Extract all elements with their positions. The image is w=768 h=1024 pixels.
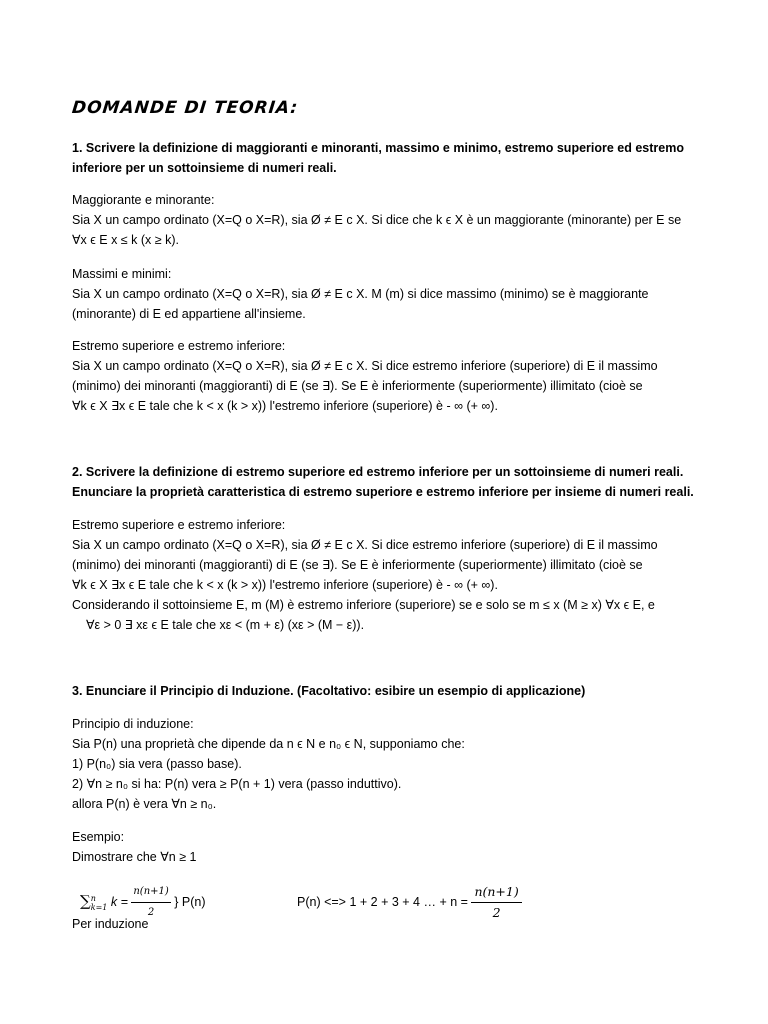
text-line: (minimo) dei minoranti (maggioranti) di E (se ∃). Se E è inferiormente (superiormente) illimitato (cioè se <box>72 558 643 572</box>
q1-massimi-block <box>72 264 712 324</box>
text-line: Maggiorante e minorante: <box>72 193 215 207</box>
fraction-numerator: n(n+1) <box>131 882 170 903</box>
text-line: Massimi e minimi: <box>72 267 172 281</box>
text-line: ∀k ϵ X ∃x ϵ E tale che k < x (k > x)) l'estremo inferiore (superiore) è - ∞ (+ ∞). <box>72 399 498 413</box>
sum-upper-limit: n <box>90 893 96 903</box>
text-line: (minimo) dei minoranti (maggioranti) di E (se ∃). Se E è inferiormente (superiormente) illimitato (cioè se <box>72 379 643 393</box>
text-line: Sia X un campo ordinato (X=Q o X=R), sia Ø ≠ E c X. Si dice estremo inferiore (superiore) di E il massimo <box>72 359 658 373</box>
text-line: Principio di induzione: <box>72 717 194 731</box>
question-2-heading <box>72 462 712 502</box>
text-line: Estremo superiore e estremo inferiore: <box>72 518 286 532</box>
text-line: ∀x ϵ E x ≤ k (x ≥ k). <box>72 233 179 247</box>
sum-lower-limit: k=1 <box>90 902 108 912</box>
fraction-denominator: 2 <box>147 907 155 918</box>
q1-estremo-block <box>72 336 712 416</box>
text-line: Estremo superiore e estremo inferiore: <box>72 339 286 353</box>
heading-line: 1. Scrivere la definizione di maggioranti e minoranti, massimo e minimo, estremo superiore ed estremo <box>72 141 684 155</box>
q1-maggiorante-block <box>72 190 712 250</box>
text-line: 1) P(n₀) sia vera (passo base). <box>72 757 242 771</box>
question-3-heading <box>72 681 692 701</box>
fraction-numerator: n(n+1) <box>471 882 521 903</box>
pn-fraction <box>471 882 521 923</box>
text-line: Sia P(n) una proprietà che dipende da n ϵ N e n₀ ϵ N, supponiamo che: <box>72 737 465 751</box>
q3-principio-block <box>72 714 712 814</box>
text-line: Sia X un campo ordinato (X=Q o X=R), sia Ø ≠ E c X. M (m) si dice massimo (minimo) se è maggiorante <box>72 287 649 301</box>
q2-estremo-block <box>72 515 712 635</box>
page-title: DOMANDE DI TEORIA: <box>70 98 300 118</box>
heading-line: 3. Enunciare il Principio di Induzione. (Facoltativo: esibire un esempio di applicazione) <box>72 684 586 698</box>
text-line: ∀ε > 0 ∃ xε ϵ E tale che xε < (m + ε) (xε > (M − ε)). <box>86 618 365 632</box>
text-line: Sia X un campo ordinato (X=Q o X=R), sia Ø ≠ E c X. Si dice che k ϵ X è un maggiorante (minorante) per E se <box>72 213 682 227</box>
sum-term: k = <box>110 894 128 909</box>
text-line: 2) ∀n ≥ n₀ si ha: P(n) vera ≥ P(n + 1) vera (passo induttivo). <box>72 777 402 791</box>
text-line: Dimostrare che ∀n ≥ 1 <box>72 850 197 864</box>
fraction-denominator: 2 <box>492 905 501 920</box>
pn-formula <box>297 882 522 923</box>
per-induzione-text: Per induzione <box>72 917 149 931</box>
text-line: allora P(n) è vera ∀n ≥ n₀. <box>72 797 217 811</box>
text-line: (minorante) di E ed appartiene all'insieme. <box>72 307 306 321</box>
q3-esempio-block <box>72 827 712 867</box>
heading-line: inferiore per un sottoinsieme di numeri reali. <box>72 161 337 175</box>
text-line: Esempio: <box>72 830 125 844</box>
pn-text: P(n) <=> 1 + 2 + 3 + 4 … + n = <box>297 894 468 909</box>
question-1-heading <box>72 138 692 178</box>
text-line: ∀k ϵ X ∃x ϵ E tale che k < x (k > x)) l'estremo inferiore (superiore) è - ∞ (+ ∞). <box>72 578 498 592</box>
heading-line: 2. Scrivere la definizione di estremo superiore ed estremo inferiore per un sottoinsieme di numeri reali. <box>72 465 684 479</box>
text-line: Sia X un campo ordinato (X=Q o X=R), sia Ø ≠ E c X. Si dice estremo inferiore (superiore) di E il massimo <box>72 538 658 552</box>
sum-after: } P(n) <box>174 894 206 909</box>
text-line: Considerando il sottoinsieme E, m (M) è estremo inferiore (superiore) se e solo se m ≤ x (M ≥ x) ∀x ϵ E, e <box>72 598 655 612</box>
heading-line: Enunciare la proprietà caratteristica di estremo superiore e estremo inferiore per insieme di numeri reali. <box>72 485 694 499</box>
sigma-symbol: ∑ <box>80 891 91 910</box>
